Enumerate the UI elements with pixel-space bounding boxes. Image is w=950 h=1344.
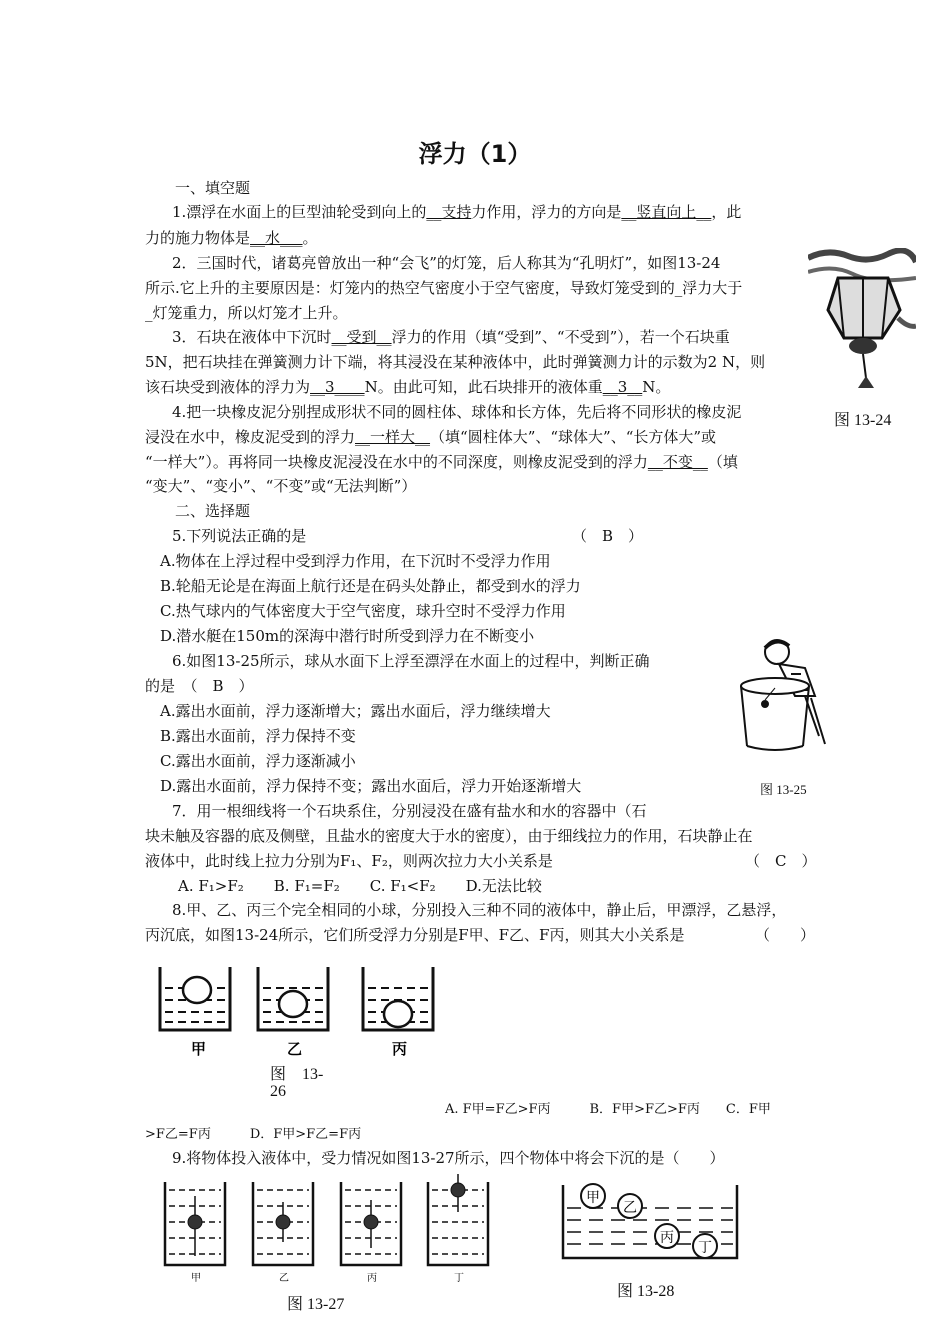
q6-option-c: C.露出水面前，浮力逐渐减小 xyxy=(160,752,356,770)
figure-13-26-caption: 图 13- xyxy=(270,1066,324,1083)
q4-line3: “一样大”）。再将同一块橡皮泥浸没在水中的不同深度，则橡皮泥受到的浮力__不变__（填 xyxy=(145,453,738,471)
figure-13-25-caption: 图 13-25 xyxy=(760,782,807,797)
fig27-label-a: 甲 xyxy=(191,1273,201,1284)
q9-line1: 9.将物体投入液体中，受力情况如图13-27所示，四个物体中将会下沉的是（ ） xyxy=(172,1149,725,1167)
page-title: 浮力（1） xyxy=(418,140,532,168)
fig28-label-c: 丙 xyxy=(660,1230,674,1246)
fig26-label-b: 乙 xyxy=(287,1040,303,1058)
figure-13-28-caption: 图 13-28 xyxy=(617,1283,675,1300)
three-balls-figure xyxy=(155,962,435,1062)
q2-line3: _灯笼重力，所以灯笼才上升。 xyxy=(145,304,348,322)
q8-line2: 丙沉底，如图13-24所示，它们所受浮力分别是F甲、F乙、F丙，则其大小关系是 xyxy=(145,926,685,944)
section-heading-fill: 一、填空题 xyxy=(175,179,251,197)
fig26-label-a: 甲 xyxy=(191,1040,207,1058)
q8-line1: 8.甲、乙、丙三个完全相同的小球，分别投入三种不同的液体中，静止后，甲漂浮，乙悬浮， xyxy=(172,901,787,919)
section-heading-choice: 二、选择题 xyxy=(175,502,251,520)
q1-line1: 1.漂浮在水面上的巨型油轮受到向上的__支持力作用，浮力的方向是__竖直向上__，此 xyxy=(172,203,742,221)
q3-line1: 3．石块在液体中下沉时__受到__浮力的作用（填“受到”、“不受到”），若一个石块重 xyxy=(172,328,730,346)
q2-line1: 2．三国时代，诸葛亮曾放出一种“会飞”的灯笼，后人称其为“孔明灯”，如图13-24 xyxy=(172,254,721,272)
q7-answer: （ C ） xyxy=(745,852,817,870)
q6-option-d: D.露出水面前，浮力保持不变；露出水面后，浮力开始逐渐增大 xyxy=(160,777,582,795)
q8-options-a: A. F甲=F乙>F丙 B．F甲>F乙>F丙 C．F甲 xyxy=(445,1102,771,1117)
q7-line2: 块未触及容器的底及侧壁，且盐水的密度大于水的密度），由于细线拉力的作用，石块静止在 xyxy=(145,827,753,845)
q4-line4: “变大”、“变小”、“不变”或“无法判断”） xyxy=(145,477,417,495)
fig28-label-a: 甲 xyxy=(586,1190,600,1206)
fig28-label-b: 乙 xyxy=(623,1200,637,1216)
q5-option-d: D.潜水艇在150m的深海中潜行时所受到浮力在不断变小 xyxy=(160,627,535,645)
q7-options: A. F₁>F₂ B. F₁=F₂ C. F₁<F₂ D.无法比较 xyxy=(178,877,542,895)
q6-option-b: B.露出水面前，浮力保持不变 xyxy=(160,727,356,745)
lantern-figure xyxy=(808,248,916,396)
q2-line2: 所示.它上升的主要原因是：灯笼内的热空气密度小于空气密度，导致灯笼受到的_浮力大于 xyxy=(145,279,743,297)
fig27-label-b: 乙 xyxy=(279,1273,289,1284)
q5-answer: （ B ） xyxy=(572,527,644,545)
q7-line1: 7．用一根细线将一个石块系住，分别浸没在盛有盐水和水的容器中（石 xyxy=(172,802,647,820)
q6-option-a: A.露出水面前，浮力逐渐增大；露出水面后，浮力继续增大 xyxy=(160,702,551,720)
q4-line2: 浸没在水中，橡皮泥受到的浮力__一样大__（填“圆柱体大”、“球体大”、“长方体大”或 xyxy=(145,428,717,446)
q5-option-a: A.物体在上浮过程中受到浮力作用，在下沉时不受浮力作用 xyxy=(160,552,551,570)
q8-answer: （ ） xyxy=(755,926,816,944)
four-balls-figure xyxy=(555,1180,745,1270)
q6-line1: 6.如图13-25所示，球从水面下上浮至漂浮在水面上的过程中，判断正确 xyxy=(172,652,650,670)
q8-options-b: >F乙=F丙 D．F甲>F乙=F丙 xyxy=(145,1127,362,1142)
fig27-label-c: 丙 xyxy=(367,1273,377,1284)
q1-line2: 力的施力物体是__水___。 xyxy=(145,229,318,247)
q6-line2: 的是 （ B ） xyxy=(145,677,254,695)
q7-line3: 液体中，此时线上拉力分别为F₁、F₂，则两次拉力大小关系是 xyxy=(145,852,553,870)
figure-13-27-caption: 图 13-27 xyxy=(287,1296,345,1313)
fig26-label-c: 丙 xyxy=(392,1040,408,1058)
figure-13-24-caption: 图 13-24 xyxy=(834,412,892,429)
q3-line3: 该石块受到液体的浮力为__3____N。由此可知，此石块排开的液体重__3__N。 xyxy=(145,378,671,396)
figure-13-26-caption-number: 26 xyxy=(270,1083,286,1100)
boy-bucket-figure xyxy=(735,636,827,756)
q5-stem: 5.下列说法正确的是 xyxy=(172,527,307,545)
q5-option-b: B.轮船无论是在海面上航行还是在码头处静止，都受到水的浮力 xyxy=(160,577,581,595)
fig28-label-d: 丁 xyxy=(698,1240,712,1256)
q3-line2: 5N，把石块挂在弹簧测力计下端，将其浸没在某种液体中，此时弹簧测力计的示数为2 N，则 xyxy=(145,353,766,371)
force-diagram-figure xyxy=(160,1170,490,1290)
fig27-label-d: 丁 xyxy=(454,1273,464,1284)
q5-option-c: C.热气球内的气体密度大于空气密度，球升空时不受浮力作用 xyxy=(160,602,566,620)
q4-line1: 4.把一块橡皮泥分别捏成形状不同的圆柱体、球体和长方体，先后将不同形状的橡皮泥 xyxy=(172,403,742,421)
